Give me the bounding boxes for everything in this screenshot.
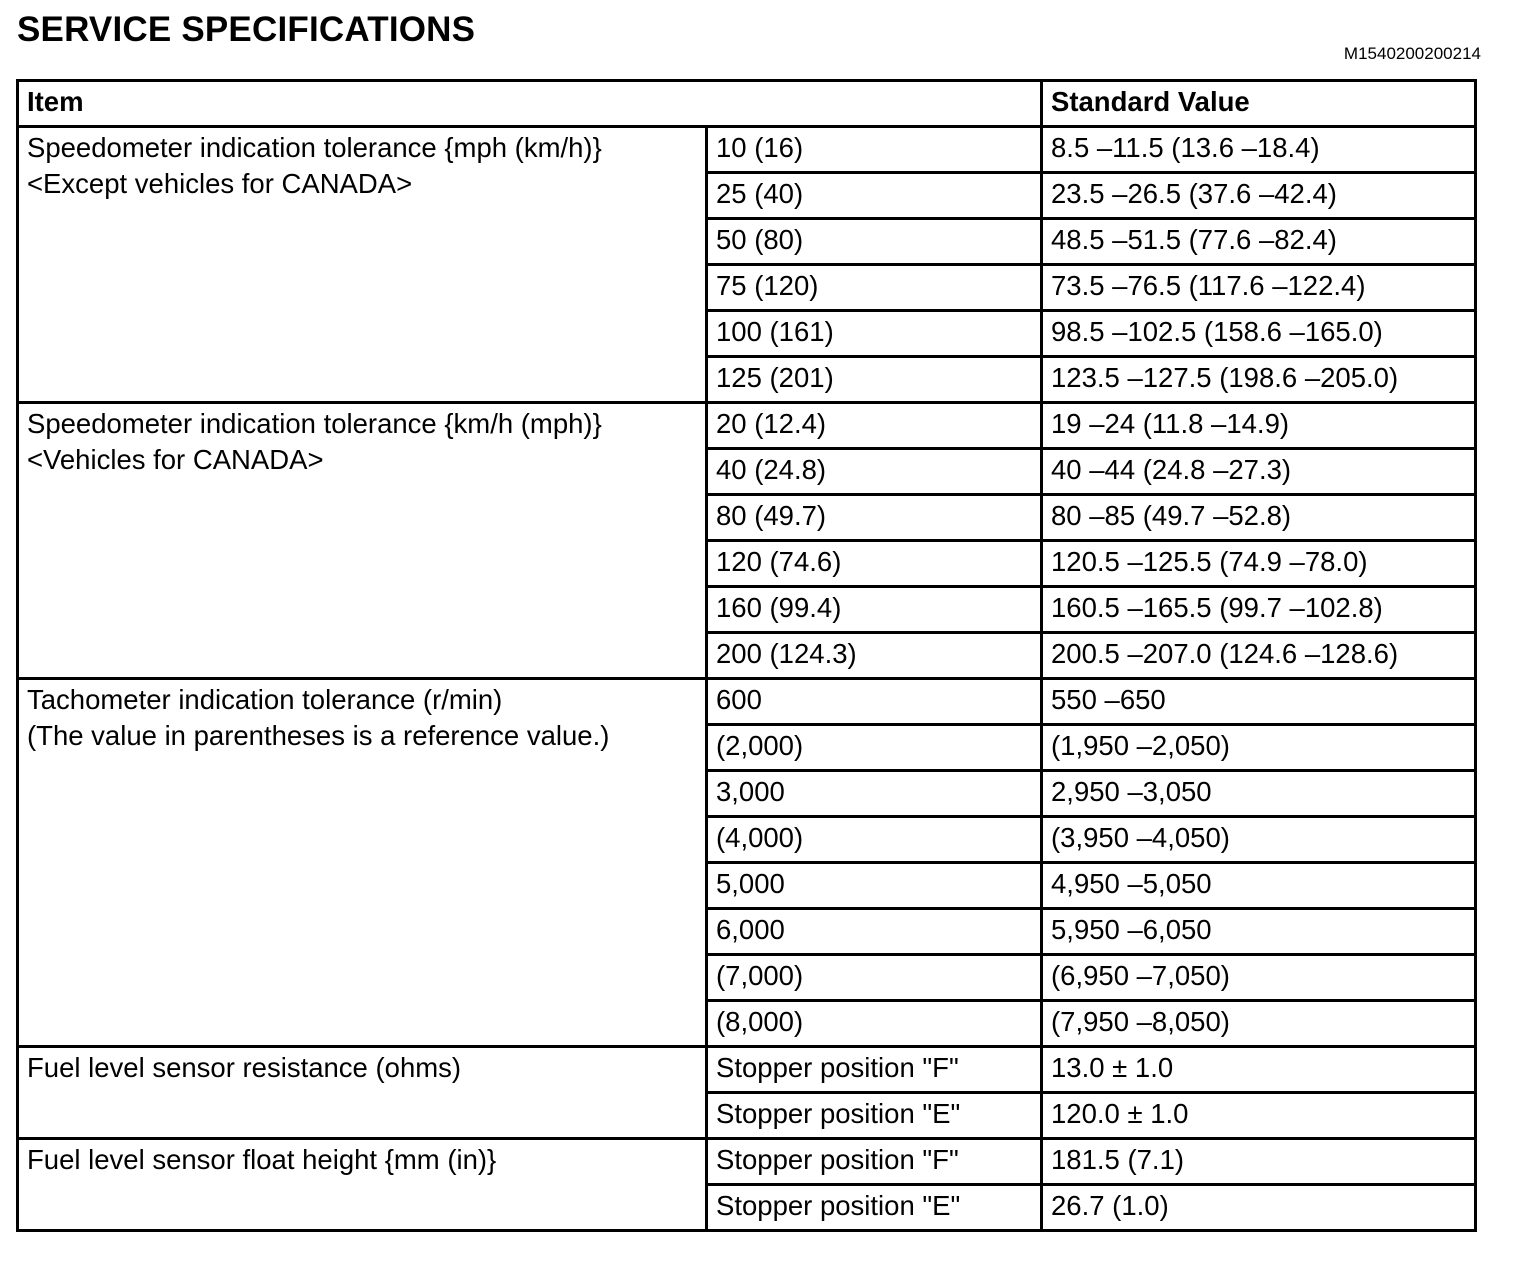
standard-value-cell: 4,950 –5,050 [1042,863,1476,909]
condition-cell: 10 (16) [707,127,1042,173]
condition-cell: Stopper position "F" [707,1139,1042,1185]
item-cell [18,127,707,403]
standard-value-cell: 40 –44 (24.8 –27.3) [1042,449,1476,495]
standard-value-cell: 98.5 –102.5 (158.6 –165.0) [1042,311,1476,357]
condition-cell: Stopper position "E" [707,1093,1042,1139]
standard-value-cell: 550 –650 [1042,679,1476,725]
standard-value-cell: (1,950 –2,050) [1042,725,1476,771]
standard-value-cell: 48.5 –51.5 (77.6 –82.4) [1042,219,1476,265]
table-row [18,403,1476,449]
condition-cell: 160 (99.4) [707,587,1042,633]
condition-cell: Stopper position "E" [707,1185,1042,1231]
standard-value-cell: 120.0 ± 1.0 [1042,1093,1476,1139]
standard-value-cell: 123.5 –127.5 (198.6 –205.0) [1042,357,1476,403]
item-cell [18,1047,707,1139]
condition-cell: 25 (40) [707,173,1042,219]
column-header-standard-value: Standard Value [1042,81,1476,127]
condition-cell: (4,000) [707,817,1042,863]
item-text: Fuel level sensor float height {mm (in)} [27,1144,497,1175]
standard-value-cell: 160.5 –165.5 (99.7 –102.8) [1042,587,1476,633]
standard-value-cell: 5,950 –6,050 [1042,909,1476,955]
condition-cell: 5,000 [707,863,1042,909]
condition-cell: 40 (24.8) [707,449,1042,495]
column-header-item: Item [18,81,1042,127]
standard-value-cell: 13.0 ± 1.0 [1042,1047,1476,1093]
condition-cell: 3,000 [707,771,1042,817]
condition-cell: 75 (120) [707,265,1042,311]
standard-value-cell: 200.5 –207.0 (124.6 –128.6) [1042,633,1476,679]
condition-cell: 100 (161) [707,311,1042,357]
document-code: M1540200200214 [1343,44,1481,63]
condition-cell: (7,000) [707,955,1042,1001]
standard-value-cell: 19 –24 (11.8 –14.9) [1042,403,1476,449]
condition-cell: 20 (12.4) [707,403,1042,449]
item-text: (The value in parentheses is a reference value.) [27,720,610,751]
item-cell [18,403,707,679]
condition-cell: 6,000 [707,909,1042,955]
condition-cell: 50 (80) [707,219,1042,265]
standard-value-cell: (6,950 –7,050) [1042,955,1476,1001]
table-row [18,1139,1476,1185]
standard-value-cell: 26.7 (1.0) [1042,1185,1476,1231]
item-text: <Vehicles for CANADA> [27,444,324,475]
standard-value-cell: 80 –85 (49.7 –52.8) [1042,495,1476,541]
standard-value-cell: 8.5 –11.5 (13.6 –18.4) [1042,127,1476,173]
item-text: Speedometer indication tolerance {km/h (mph)} [27,408,602,439]
condition-cell: 600 [707,679,1042,725]
condition-cell: (8,000) [707,1001,1042,1047]
item-text: Tachometer indication tolerance (r/min) [27,684,503,715]
condition-cell: Stopper position "F" [707,1047,1042,1093]
condition-cell: 200 (124.3) [707,633,1042,679]
standard-value-cell: (3,950 –4,050) [1042,817,1476,863]
standard-value-cell: 73.5 –76.5 (117.6 –122.4) [1042,265,1476,311]
condition-cell: 125 (201) [707,357,1042,403]
table-header-row [18,81,1476,127]
item-text: Fuel level sensor resistance (ohms) [27,1052,462,1083]
standard-value-cell: (7,950 –8,050) [1042,1001,1476,1047]
table-row [18,679,1476,725]
standard-value-cell: 181.5 (7.1) [1042,1139,1476,1185]
table-row [18,127,1476,173]
table-body [18,127,1476,1231]
standard-value-cell: 120.5 –125.5 (74.9 –78.0) [1042,541,1476,587]
service-specifications-table [16,79,1477,1232]
page-title: SERVICE SPECIFICATIONS [17,10,476,49]
condition-cell: (2,000) [707,725,1042,771]
condition-cell: 120 (74.6) [707,541,1042,587]
table-row [18,1047,1476,1093]
item-cell [18,679,707,1047]
item-cell [18,1139,707,1231]
condition-cell: 80 (49.7) [707,495,1042,541]
standard-value-cell: 23.5 –26.5 (37.6 –42.4) [1042,173,1476,219]
item-text: Speedometer indication tolerance {mph (km/h)} [27,132,602,163]
standard-value-cell: 2,950 –3,050 [1042,771,1476,817]
item-text: <Except vehicles for CANADA> [27,168,413,199]
